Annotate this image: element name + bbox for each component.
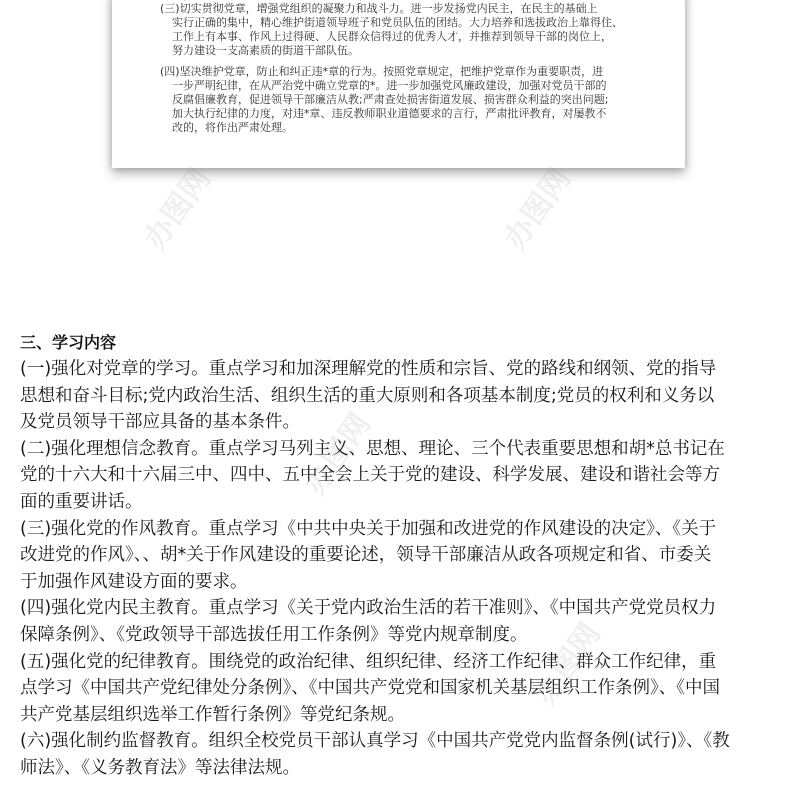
body-line: 保障条例》、《党政领导干部选拔任用工作条例》等党内规章制度。 bbox=[20, 624, 528, 645]
watermark: 办图网 bbox=[137, 162, 219, 256]
body-line: (六)强化制约监督教育。组织全校党员干部认真学习《中国共产党党内监督条例(试行)》、《教 bbox=[20, 731, 730, 752]
body-line: 师法》、《义务教育法》等法律法规。 bbox=[20, 757, 300, 778]
body-line: (三)强化党的作风教育。重点学习《中共中央关于加强和改进党的作风建设的决定》、《关于 bbox=[20, 518, 717, 539]
preview-line: (三)切实贯彻党章，增强党组织的凝聚力和战斗力。进一步发扬党内民主，在民主的基础上 bbox=[160, 2, 598, 15]
body-line: (二)强化理想信念教育。重点学习马列主义、思想、理论、三个代表重要思想和胡*总书记在 bbox=[20, 438, 725, 459]
body-line: 共产党基层组织选举工作暂行条例》等党纪条规。 bbox=[20, 704, 405, 725]
page-preview-card bbox=[112, 0, 685, 168]
body-line: (四)强化党内民主教育。重点学习《关于党内政治生活的若干准则》、《中国共产党党员权力 bbox=[20, 598, 717, 619]
body-line: 点学习《中国共产党纪律处分条例》、《中国共产党党和国家机关基层组织工作条例》、《中国 bbox=[20, 678, 720, 699]
preview-line: (四)坚决维护党章，防止和纠正违*章的行为。按照党章规定，把维护党章作为重要职责，进 bbox=[160, 65, 604, 78]
preview-line: 实行正确的集中，精心维护街道领导班子和党员队伍的团结。大力培养和选拔政治上靠得住、 bbox=[172, 16, 623, 29]
body-line: 思想和奋斗目标;党内政治生活、组织生活的重大原则和各项基本制度;党员的权利和义务以 bbox=[20, 385, 715, 406]
preview-line: 工作上有本事、作风上过得硬、人民群众信得过的优秀人才，并推荐到领导干部的岗位上， bbox=[172, 30, 612, 43]
body-line: 党的十六大和十六届三中、四中、五中全会上关于党的建设、科学发展、建设和谐社会等方 bbox=[20, 465, 720, 486]
body-line: (五)强化党的纪律教育。围绕党的政治纪律、组织纪律、经济工作纪律、群众工作纪律，重 bbox=[20, 651, 717, 672]
watermark: 办图网 bbox=[497, 162, 579, 256]
preview-line: 一步严明纪律，在从严治党中确立党章的*。进一步加强党风廉政建设，加强对党员干部的 bbox=[172, 79, 607, 92]
section-title: 三、学习内容 bbox=[20, 333, 117, 352]
preview-line: 反腐倡廉教育，促进领导干部廉洁从教;严肃查处损害街道发展、损害群众利益的突出问题; bbox=[172, 93, 609, 106]
body-line: (一)强化对党章的学习。重点学习和加深理解党的性质和宗旨、党的路线和纲领、党的指导 bbox=[20, 359, 717, 379]
preview-line: 加大执行纪律的力度，对违*章、违反教师职业道德要求的言行，严肃批评教育，对屡教不 bbox=[172, 107, 607, 120]
section-body bbox=[20, 356, 780, 782]
preview-line: 努力建设一支高素质的街道干部队伍。 bbox=[172, 44, 359, 57]
body-line: 面的重要讲话。 bbox=[20, 491, 143, 512]
body-line: 及党员领导干部应具备的基本条件。 bbox=[20, 412, 300, 433]
body-line: 改进党的作风》、、胡*关于作风建设的重要论述，领导干部廉洁从政各项规定和省、市委关 bbox=[20, 545, 712, 566]
body-line: 于加强作风建设方面的要求。 bbox=[20, 571, 248, 592]
watermark: 办图网 bbox=[527, 617, 609, 711]
preview-line: 改的，将作出严肃处理。 bbox=[172, 121, 293, 134]
watermark: 办图网 bbox=[297, 407, 379, 501]
